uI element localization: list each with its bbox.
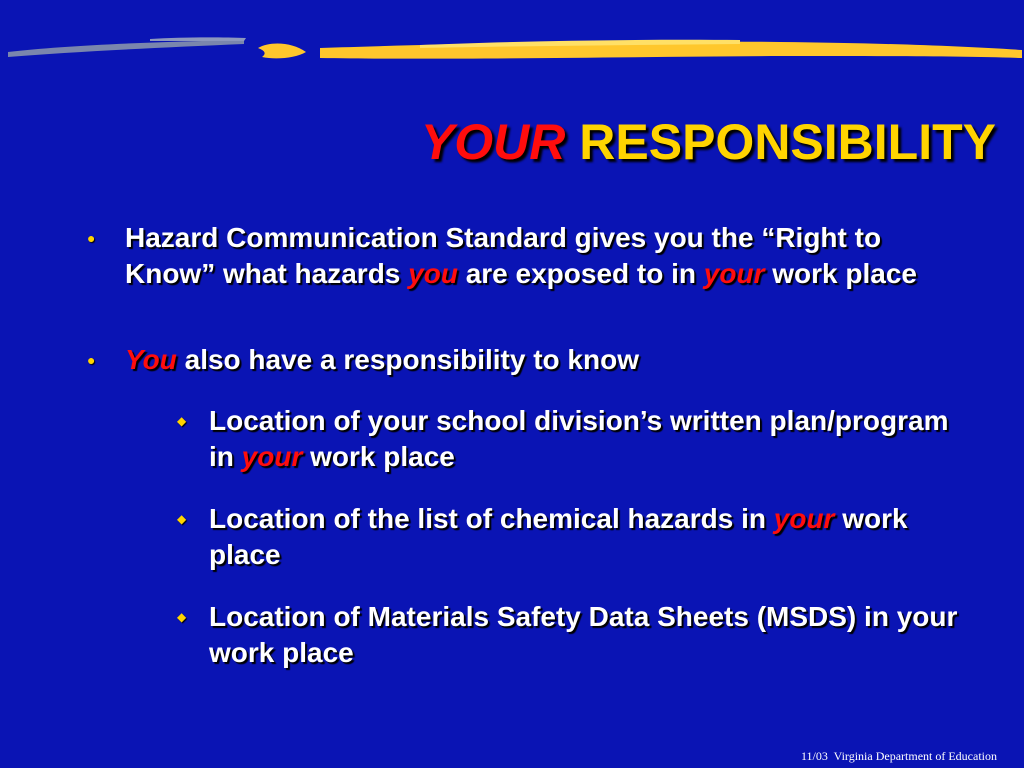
bullet-text: also have a responsibility to know [176,344,639,375]
gold-swoosh [258,43,306,58]
bullet-item [87,220,965,292]
sub-bullet-item [177,599,969,671]
gray-brush-stroke [150,37,246,41]
title-rest: RESPONSIBILITY [579,114,996,170]
emphasis-text: your [241,441,303,472]
header-brush-decoration [0,0,1024,80]
emphasis-text: you [408,258,458,289]
diamond-bullet-icon: ◆ [177,414,187,428]
slide-title [421,112,996,172]
bullet-text: are exposed to in [457,258,704,289]
emphasis-text: your [703,258,765,289]
emphasis-text: your [773,503,835,534]
round-bullet-icon: ● [87,230,96,246]
round-bullet-icon: ● [87,352,96,368]
diamond-bullet-icon: ◆ [177,512,187,526]
gray-brush-stroke [8,40,244,57]
bullet-text: work place [209,503,908,570]
bullet-text: work place [764,258,917,289]
sub-bullet-item [177,403,969,475]
sub-bullet-item [177,501,969,573]
emphasis-text: You [125,344,177,375]
diamond-bullet-icon: ◆ [177,610,187,624]
bullet-text: Hazard Communication Standard gives you the “Right to Know” what hazards [125,222,882,289]
bullet-text: Location of Materials Safety Data Sheets (MSDS) in your work place [209,601,958,668]
title-accent: YOUR [420,114,566,170]
bullet-text: Location of your school division’s written plan/program in [209,405,949,472]
bullet-item [87,342,965,378]
slide-footer: 11/03 Virginia Department of Education [800,749,997,763]
bullet-text: work place [302,441,455,472]
bullet-text: Location of the list of chemical hazards in [209,503,774,534]
